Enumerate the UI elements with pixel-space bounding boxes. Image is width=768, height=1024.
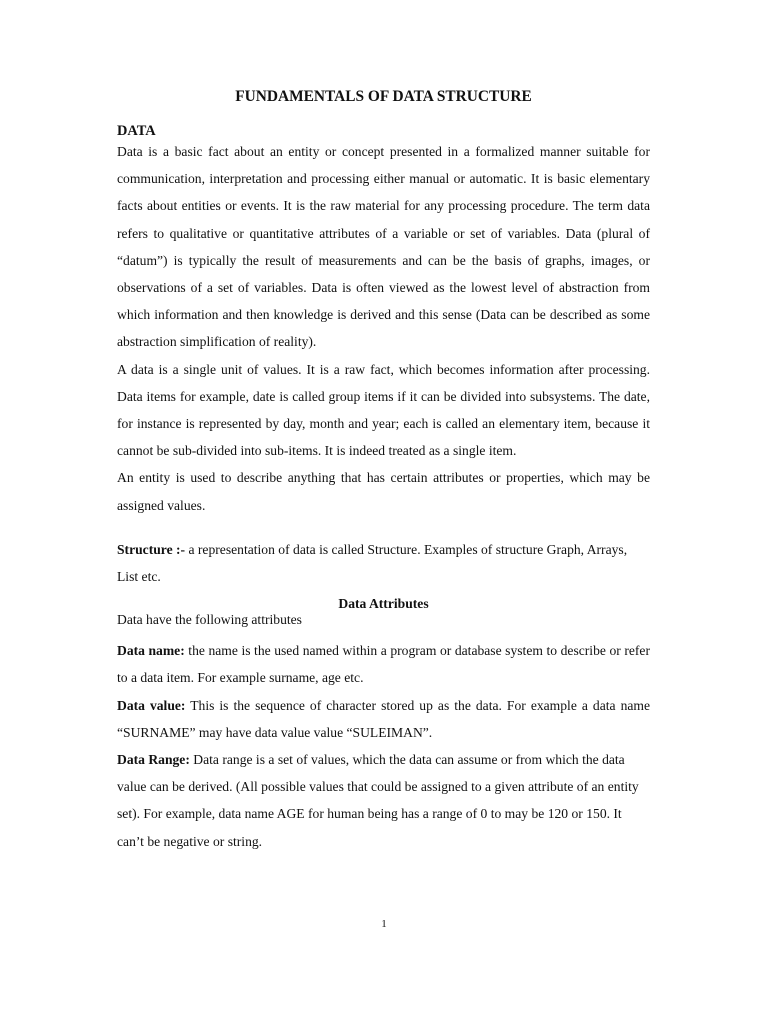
document-page (117, 86, 650, 855)
page-number: 1 (381, 918, 387, 930)
structure-text: a representation of data is called Structure. Examples of structure Graph, Arrays, List etc. (117, 541, 628, 585)
attributes-intro: Data have the following attributes (117, 612, 302, 628)
data-paragraph-1: Data is a basic fact about an entity or concept presented in a formalized manner suitable for communication, interpretation and processing either manual or automatic. It is basic elementary facts about entities or events. It is the raw material for any processing procedure. The term data refers to qualitative or quantitative attributes of a variable or set of variables. Data (plural of “datum”) is typically the result of measurements and can be the basis of graphs, images, or observations of a set of variables. Data is often viewed as the lowest level of abstraction from which information and then knowledge is derived and this sense (Data can be described as some abstraction simplification of reality). (117, 144, 650, 350)
data-paragraph-2: A data is a single unit of values. It is a raw fact, which becomes information after processing. Data items for example, date is called group items if it can be divided into subsystems. The date, for instance is represented by day, month and year; each is called an elementary item, because it cannot be sub-divided into sub-items. It is indeed treated as a single item. (117, 361, 650, 459)
attribute-data-value (117, 692, 650, 746)
structure-paragraph (117, 536, 650, 590)
attribute-text: This is the sequence of character stored up as the data. For example a data name “SURNAME” may have data value value “SULEIMAN”. (117, 697, 651, 740)
attribute-term: Data Range: (117, 752, 190, 768)
attribute-data-range (117, 746, 650, 855)
section-heading-data-attributes: Data Attributes (338, 596, 429, 612)
attribute-data-name (117, 637, 650, 691)
section-heading-data: DATA (117, 123, 156, 139)
structure-term: Structure :- (117, 541, 186, 557)
document-title: FUNDAMENTALS OF DATA STRUCTURE (235, 88, 532, 105)
attribute-text: the name is the used named within a program or database system to describe or refer to a data item. For example surname, age etc. (117, 643, 650, 686)
attribute-term: Data name: (117, 643, 185, 659)
data-paragraph-3: An entity is used to describe anything that has certain attributes or properties, which may be assigned values. (117, 470, 650, 513)
attribute-text: Data range is a set of values, which the data can assume or from which the data value can be derived. (All possible values that could be assigned to a given attribute of an entity set). For example, data name AGE for human being has a range of 0 to may be 120 or 150. It can’t be negative or string. (117, 752, 639, 849)
attribute-term: Data value: (117, 697, 186, 713)
